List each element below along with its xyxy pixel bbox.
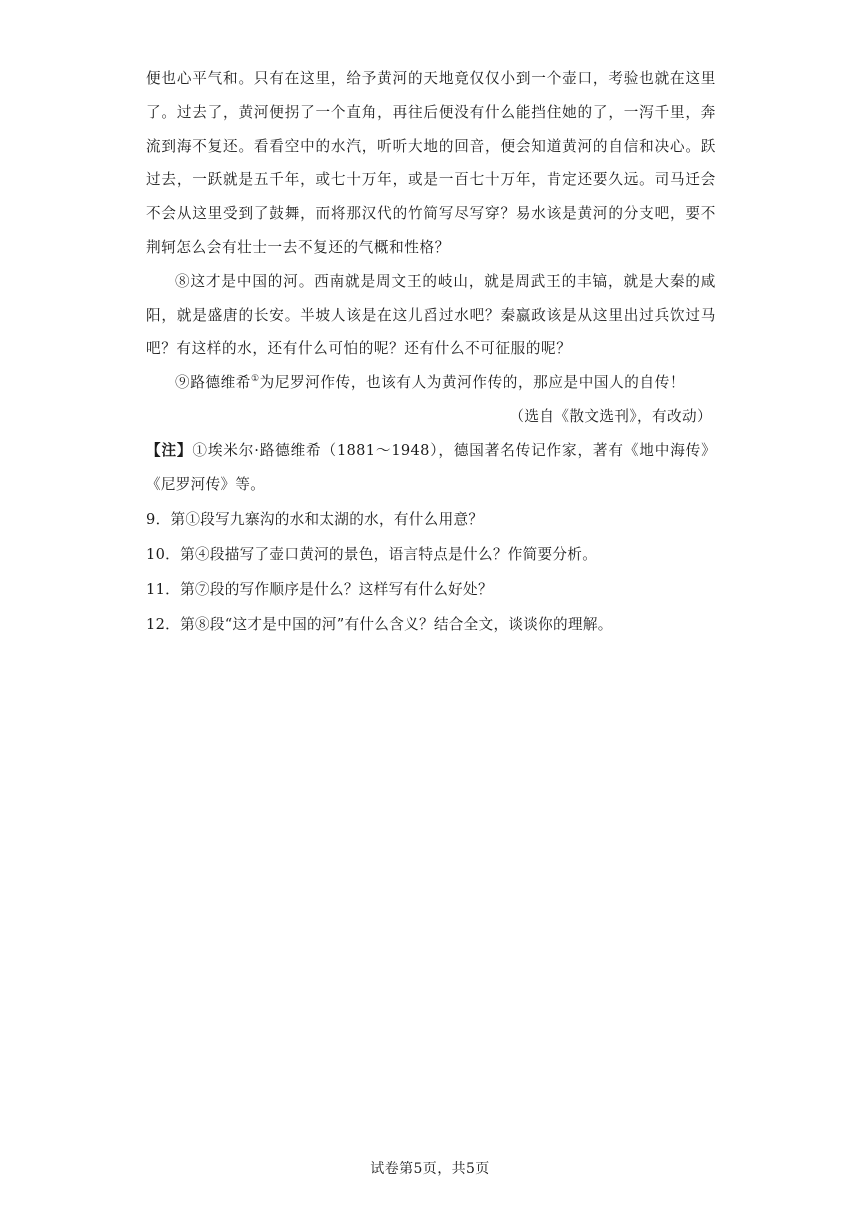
page-footer: 试卷第5页，共5页	[370, 1161, 490, 1177]
question-10: 10．第④段描写了壶口黄河的景色，语言特点是什么？作简要分析。	[146, 546, 598, 564]
footnote	[146, 434, 716, 502]
question-9: 9．第①段写九寨沟的水和太湖的水，有什么用意？	[146, 511, 484, 529]
passage-paragraph-8: ⑧这才是中国的河。西南就是周文王的岐山，就是周武王的丰镐，就是大秦的咸阳，就是盛唐的长安。半坡人该是在这儿舀过水吧？秦嬴政该是从这里出过兵饮过马吧？有这样的水，还有什么可怕的呢？还有什么不可征服的呢？	[146, 272, 716, 358]
content-area	[146, 62, 716, 642]
footnote-text: ①埃米尔·路德维希（1881～1948），德国著名传记作家，著有《地中海传》《尼罗河传》等。	[146, 441, 716, 493]
paragraph-9-rest: 为尼罗河作传，也该有人为黄河作传的，那应是中国人的自传！	[259, 374, 686, 392]
source-citation: （选自《散文选刊》，有改动）	[509, 407, 712, 425]
question-list	[146, 502, 716, 642]
footnote-tag: 【注】	[146, 441, 193, 459]
footnote-marker: ①	[250, 374, 260, 385]
passage-paragraph-7-continued: 便也心平气和。只有在这里，给予黄河的天地竟仅仅小到一个壶口，考验也就在这里了。过去了，黄河便拐了一个直角，再往后便没有什么能挡住她的了，一泻千里，奔流到海不复还。看看空中的水汽，听听大地的回音，便会知道黄河的自信和决心。跃过去，一跃就是五千年，或七十万年，或是一百七十万年，肯定还要久远。司马迁会不会从这里受到了鼓舞，而将那汉代的竹简写尽写穿？易水该是黄河的分支吧，要不荆轲怎么会有壮士一去不复还的气概和性格？	[146, 70, 716, 256]
passage-paragraph-9	[146, 366, 716, 400]
question-11: 11．第⑦段的写作顺序是什么？这样写有什么好处？	[146, 581, 493, 599]
paragraph-9-lead: ⑨路德维希	[175, 374, 251, 392]
question-12: 12．第⑧段“这才是中国的河”有什么含义？结合全文，谈谈你的理解。	[146, 616, 613, 634]
